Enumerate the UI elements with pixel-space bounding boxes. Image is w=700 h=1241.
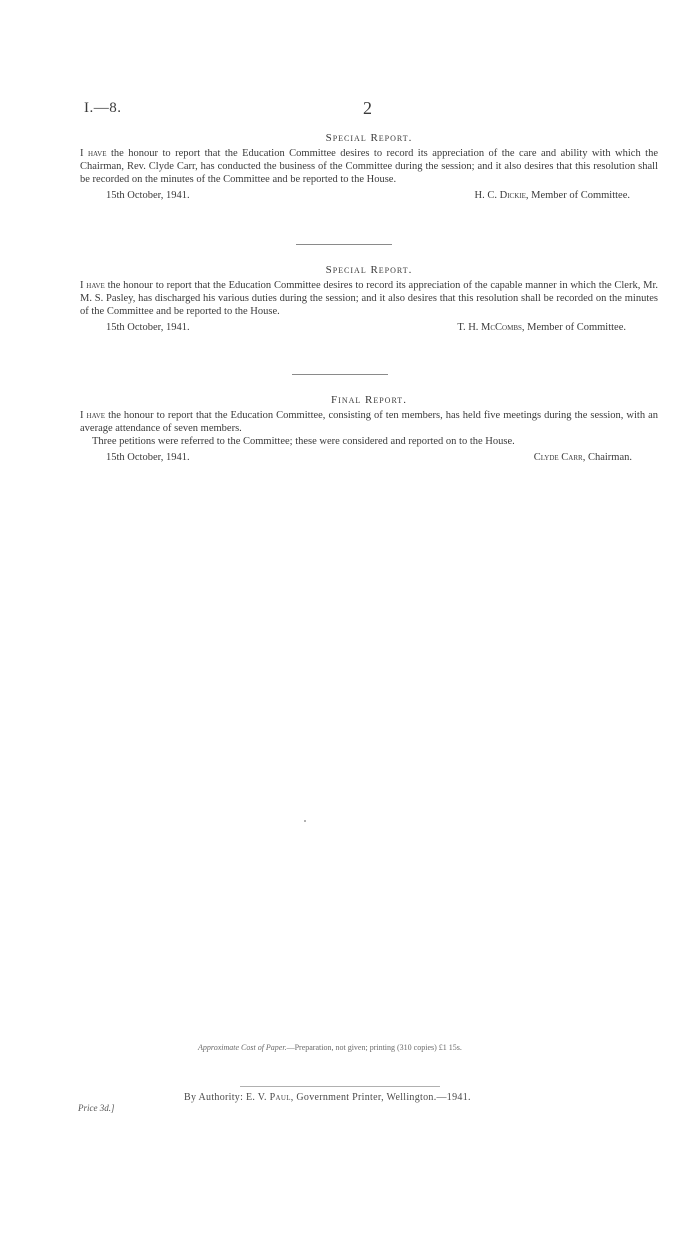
printer-name: E. V. Paul bbox=[245, 1092, 291, 1103]
report-body bbox=[80, 147, 658, 186]
footer-divider bbox=[240, 1086, 440, 1087]
signature-row bbox=[80, 190, 658, 206]
signatory-name: Clyde Carr bbox=[533, 452, 583, 463]
report-body-lead: I have bbox=[80, 410, 106, 421]
section-divider bbox=[296, 244, 392, 245]
signature-row bbox=[80, 322, 658, 338]
report-date: 15th October, 1941. bbox=[106, 452, 190, 463]
report-title: Special Report. bbox=[325, 132, 413, 144]
report-title: Special Report. bbox=[325, 264, 413, 276]
report-date: 15th October, 1941. bbox=[106, 322, 190, 333]
report-body-text: the honour to report that the Education Committee desires to record its appreciation of the capable manner in which the Clerk, Mr. M. S. Pasley, has discharged his various duties during the session; and it also desires that this resolution shall be recorded on the minutes of the Committee and be reported to the House. bbox=[80, 280, 658, 317]
final-report bbox=[80, 394, 658, 468]
report-body bbox=[80, 409, 658, 435]
signatory bbox=[475, 190, 630, 201]
report-body-text: the honour to report that the Education Committee desires to record its appreciation of the care and ability with which the Chairman, Rev. Clyde Carr, has conducted the business of the Committee during the session; and it also desires that this resolution shall be recorded on the minutes of the Committee and be reported to the House. bbox=[80, 148, 658, 185]
signature-row bbox=[80, 452, 658, 468]
special-report-1 bbox=[80, 132, 658, 206]
print-speck bbox=[304, 820, 306, 822]
authority-prefix: By Authority: bbox=[184, 1092, 246, 1103]
signatory-role: , Chairman. bbox=[582, 452, 632, 463]
cost-label: Approximate Cost of Paper. bbox=[198, 1043, 287, 1052]
signatory-name: T. H. McCombs bbox=[457, 322, 522, 333]
price-note: Price 3d.] bbox=[78, 1103, 115, 1113]
signatory-name: H. C. Dickie bbox=[474, 190, 526, 201]
authority-suffix: , Government Printer, Wellington.—1941. bbox=[290, 1092, 471, 1103]
paper-reference: I.—8. bbox=[84, 100, 122, 116]
signatory-role: , Member of Committee. bbox=[521, 322, 626, 333]
cost-note bbox=[198, 1043, 462, 1052]
report-body-text: the honour to report that the Education Committee, consisting of ten members, has held five meetings during the session, with an average attendance of seven members. bbox=[80, 410, 658, 434]
printer-authority bbox=[184, 1092, 471, 1103]
signatory bbox=[457, 322, 626, 333]
section-divider bbox=[292, 374, 388, 375]
report-body-second-paragraph: Three petitions were referred to the Committee; these were considered and reported on to the House. bbox=[92, 436, 515, 447]
report-body-lead: I have bbox=[80, 148, 107, 159]
report-body bbox=[80, 279, 658, 318]
report-date: 15th October, 1941. bbox=[106, 190, 190, 201]
special-report-2 bbox=[80, 264, 658, 338]
report-body-lead: I have bbox=[80, 280, 105, 291]
report-title: Final Report. bbox=[331, 394, 407, 406]
page-number: 2 bbox=[363, 98, 372, 118]
signatory bbox=[534, 452, 632, 463]
cost-text: —Preparation, not given; printing (310 copies) £1 15s. bbox=[286, 1043, 462, 1052]
signatory-role: , Member of Committee. bbox=[525, 190, 630, 201]
